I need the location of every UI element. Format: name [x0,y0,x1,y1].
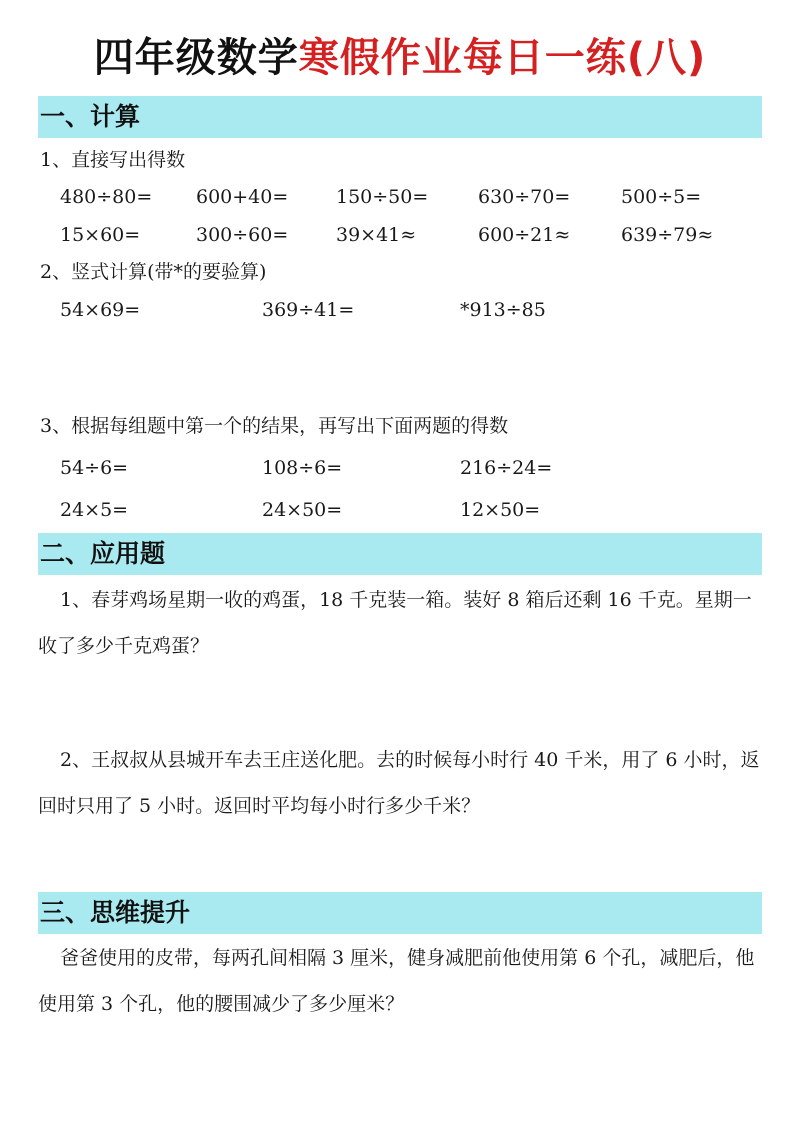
q1-r1-c2: 600+40= [196,186,289,208]
q1-r1-c1: 480÷80= [60,186,153,208]
q3-r2-c2: 24×50= [262,499,343,521]
q1-r2-c1: 15×60= [60,224,141,246]
q1-r2-c2: 300÷60= [196,224,289,246]
q1-r2-c3: 39×41≈ [336,224,417,246]
section-1-header [38,96,762,138]
q1-r2-c5: 639÷79≈ [621,224,714,246]
section-1-heading: 一、计算 [40,102,141,131]
q3-r1-c3: 216÷24= [460,457,553,479]
page-title [0,28,800,88]
section-3-header [38,892,762,934]
section-3-heading: 三、思维提升 [40,898,191,927]
word-problem-1: 1、春芽鸡场星期一收的鸡蛋，18 千克装一箱。装好 8 箱后还剩 16 千克。星期一收了多少千克鸡蛋？ [38,589,752,657]
section-2-heading: 二、应用题 [40,539,166,568]
q1-r1-c5: 500÷5= [621,186,702,208]
q2-item-1: 54×69= [60,299,141,321]
q1-r2-c4: 600÷21≈ [478,224,571,246]
q3-r1-c2: 108÷6= [262,457,343,479]
section-2-header [38,533,762,575]
q1-r1-c3: 150÷50= [336,186,429,208]
q3-r2-c1: 24×5= [60,499,129,521]
thinking-problem: 爸爸使用的皮带，每两孔间相隔 3 厘米，健身减肥前他使用第 6 个孔，减肥后，他使用第 3 个孔，他的腰围减少了多少厘米？ [38,947,755,1015]
q2-item-3: *913÷85 [460,299,546,321]
title-grade: 四年级数学 [93,35,299,81]
title-subject: 寒假作业每日一练(八) [298,35,707,81]
word-problem-2: 2、王叔叔从县城开车去王庄送化肥。去的时候每小时行 40 千米，用了 6 小时，返回时只用了 5 小时。返回时平均每小时行多少千米？ [38,749,760,817]
q3-r2-c3: 12×50= [460,499,541,521]
q3-r1-c1: 54÷6= [60,457,129,479]
q2-item-2: 369÷41= [262,299,355,321]
q3-label: 3、根据每组题中第一个的结果，再写出下面两题的得数 [40,415,509,437]
q1-label: 1、直接写出得数 [40,149,186,171]
q2-label: 2、竖式计算(带*的要验算) [40,261,267,283]
q1-r1-c4: 630÷70= [478,186,571,208]
